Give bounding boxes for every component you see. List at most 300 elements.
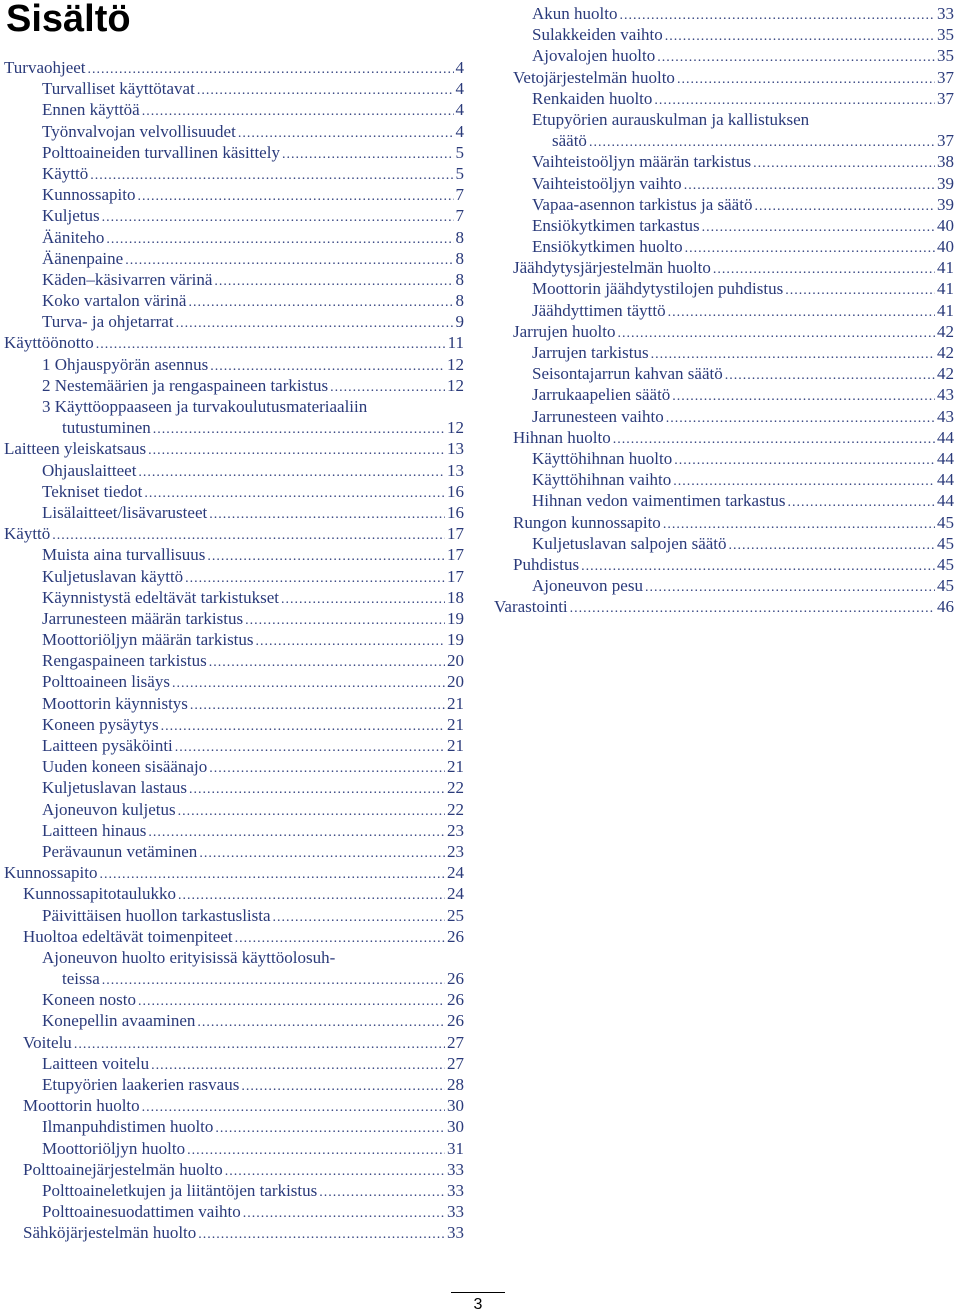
toc-dot-leader xyxy=(175,737,445,758)
toc-entry-page: 17 xyxy=(447,566,464,586)
toc-entry-title: Koko vartalon värinä xyxy=(42,291,187,311)
toc-entry-title: Moottorin jäähdytystilojen puhdistus xyxy=(532,279,784,299)
toc-entry-title: Käden–käsivarren värinä xyxy=(42,269,213,289)
toc-dot-leader xyxy=(713,259,935,280)
toc-entry-page: 44 xyxy=(937,491,954,511)
toc-entry-title: Polttoaineen lisäys xyxy=(42,672,170,692)
toc-entry[interactable] xyxy=(4,1201,464,1222)
toc-entry[interactable] xyxy=(4,756,464,777)
toc-dot-leader xyxy=(106,229,453,250)
toc-dot-leader xyxy=(753,153,935,174)
toc-entry-title: Moottorin huolto xyxy=(23,1096,140,1116)
toc-entry[interactable] xyxy=(494,384,954,405)
toc-right-column xyxy=(494,3,954,617)
toc-entry-page: 43 xyxy=(937,406,954,426)
toc-entry-page: 45 xyxy=(937,533,954,553)
toc-entry[interactable] xyxy=(4,650,464,671)
toc-entry[interactable] xyxy=(494,24,954,45)
toc-entry-page: 33 xyxy=(447,1180,464,1200)
toc-dot-leader xyxy=(673,471,935,492)
toc-entry-page: 45 xyxy=(937,576,954,596)
toc-dot-leader xyxy=(319,1182,445,1203)
toc-entry-page: 12 xyxy=(447,375,464,395)
toc-entry-title: Ajovalojen huolto xyxy=(532,46,656,66)
toc-entry-title: Ilmanpuhdistimen huolto xyxy=(42,1117,214,1137)
toc-entry[interactable] xyxy=(494,554,954,575)
toc-dot-leader xyxy=(273,907,445,928)
toc-dot-leader xyxy=(785,280,935,301)
toc-entry-page: 4 xyxy=(455,100,464,120)
toc-dot-leader xyxy=(88,59,454,80)
toc-dot-leader xyxy=(199,843,445,864)
toc-dot-leader xyxy=(151,1055,445,1076)
toc-entry-title: Turvalliset käyttötavat xyxy=(42,79,195,99)
toc-dot-leader xyxy=(142,1097,445,1118)
toc-entry-page: 12 xyxy=(447,418,464,438)
toc-dot-leader xyxy=(142,101,454,122)
toc-entry[interactable] xyxy=(4,820,464,841)
toc-entry[interactable] xyxy=(4,1053,464,1074)
toc-entry-page: 35 xyxy=(937,46,954,66)
toc-entry[interactable] xyxy=(4,947,464,968)
toc-entry[interactable] xyxy=(4,523,464,544)
toc-entry[interactable] xyxy=(4,883,464,904)
toc-dot-leader xyxy=(172,673,445,694)
toc-entry[interactable] xyxy=(494,512,954,533)
toc-entry[interactable] xyxy=(494,109,954,130)
toc-entry-page: 37 xyxy=(937,67,954,87)
toc-entry-page: 8 xyxy=(455,291,464,311)
toc-entry-page: 39 xyxy=(937,173,954,193)
toc-entry[interactable] xyxy=(494,406,954,427)
toc-entry[interactable] xyxy=(4,438,464,459)
toc-entry-page: 21 xyxy=(447,714,464,734)
toc-entry-page: 17 xyxy=(447,524,464,544)
toc-entry[interactable] xyxy=(4,926,464,947)
toc-entry[interactable] xyxy=(4,481,464,502)
toc-dot-leader xyxy=(52,525,445,546)
toc-entry[interactable] xyxy=(4,163,464,184)
toc-dot-leader xyxy=(619,5,935,26)
toc-entry-title: Hihnan vedon vaimentimen tarkastus xyxy=(532,491,786,511)
toc-entry[interactable] xyxy=(4,735,464,756)
toc-entry-page: 13 xyxy=(447,460,464,480)
toc-dot-leader xyxy=(90,165,453,186)
toc-entry-title: Polttoaineletkujen ja liitäntöjen tarkistus xyxy=(42,1180,318,1200)
toc-entry[interactable] xyxy=(4,269,464,290)
toc-entry[interactable] xyxy=(4,99,464,120)
toc-entry-title: Jarrunesteen määrän tarkistus xyxy=(42,608,244,628)
toc-entry[interactable] xyxy=(4,290,464,311)
toc-entry-page: 37 xyxy=(937,88,954,108)
toc-entry[interactable] xyxy=(494,448,954,469)
toc-entry-title: Jarrunesteen vaihto xyxy=(532,406,664,426)
toc-entry-page: 20 xyxy=(447,672,464,692)
toc-entry[interactable] xyxy=(494,88,954,109)
toc-dot-leader xyxy=(197,80,454,101)
toc-entry[interactable] xyxy=(4,332,464,353)
toc-dot-leader xyxy=(138,991,445,1012)
toc-dot-leader xyxy=(702,217,935,238)
toc-entry[interactable] xyxy=(4,841,464,862)
toc-entry-title: Jarrujen tarkistus xyxy=(532,343,649,362)
toc-dot-leader xyxy=(198,1224,445,1245)
toc-entry-page: 8 xyxy=(455,227,464,247)
toc-dot-leader xyxy=(666,408,935,429)
toc-entry[interactable] xyxy=(4,248,464,269)
toc-entry-page: 35 xyxy=(937,25,954,45)
toc-entry[interactable] xyxy=(494,257,954,278)
toc-entry-page: 8 xyxy=(455,248,464,268)
toc-dot-leader xyxy=(677,69,935,90)
toc-entry-title: Huoltoa edeltävät toimenpiteet xyxy=(23,926,233,946)
toc-entry-title: Kuljetus xyxy=(42,206,100,226)
toc-dot-leader xyxy=(207,546,445,567)
toc-entry[interactable] xyxy=(494,194,954,215)
toc-dot-leader xyxy=(645,577,935,598)
toc-entry-page: 19 xyxy=(447,630,464,650)
toc-dot-leader xyxy=(672,386,935,407)
toc-entry-title: Polttoainejärjestelmän huolto xyxy=(23,1159,223,1179)
toc-entry-title: Puhdistus xyxy=(513,554,580,574)
toc-entry[interactable] xyxy=(4,989,464,1010)
toc-entry-title: 2 Nestemäärien ja rengaspaineen tarkistus xyxy=(42,375,329,395)
toc-entry-page: 41 xyxy=(937,300,954,320)
toc-dot-leader xyxy=(185,568,445,589)
toc-dot-leader xyxy=(613,429,935,450)
toc-entry-page: 21 xyxy=(447,757,464,777)
toc-dot-leader xyxy=(209,652,445,673)
toc-entry-title: Akun huolto xyxy=(532,4,618,23)
toc-entry[interactable] xyxy=(4,1116,464,1137)
toc-entry-title: Rengaspaineen tarkistus xyxy=(42,651,207,671)
toc-entry-title: Turvaohjeet xyxy=(4,58,86,77)
toc-entry-title: Päivittäisen huollon tarkastuslista xyxy=(42,905,271,925)
toc-dot-leader xyxy=(210,356,445,377)
toc-entry-page: 43 xyxy=(937,385,954,405)
toc-dot-leader xyxy=(663,514,935,535)
toc-entry-page: 28 xyxy=(447,1075,464,1094)
toc-entry[interactable] xyxy=(494,173,954,194)
toc-dot-leader xyxy=(190,695,445,716)
toc-entry-page: 41 xyxy=(937,279,954,299)
toc-entry[interactable] xyxy=(4,544,464,565)
toc-entry-page: 45 xyxy=(937,512,954,532)
toc-entry-page: 4 xyxy=(455,58,464,77)
toc-entry-title: Uuden koneen sisäänajo xyxy=(42,757,208,777)
toc-entry-title: Moottoriöljyn määrän tarkistus xyxy=(42,630,254,650)
toc-entry[interactable] xyxy=(494,130,954,151)
toc-dot-leader xyxy=(238,123,454,144)
toc-entry-title: Konepellin avaaminen xyxy=(42,1011,196,1031)
toc-entry[interactable] xyxy=(4,205,464,226)
toc-dot-leader xyxy=(241,1076,445,1097)
toc-entry-title: Ajoneuvon pesu xyxy=(532,576,643,596)
toc-dot-leader xyxy=(235,928,445,949)
toc-entry[interactable] xyxy=(4,417,464,438)
toc-entry[interactable] xyxy=(4,142,464,163)
toc-entry-page: 33 xyxy=(937,4,954,23)
toc-dot-leader xyxy=(176,313,454,334)
toc-entry[interactable] xyxy=(4,57,464,78)
toc-entry[interactable] xyxy=(494,363,954,384)
toc-entry-page: 41 xyxy=(937,258,954,278)
toc-entry-title: Kunnossapitotaulukko xyxy=(23,884,176,904)
toc-dot-leader xyxy=(281,589,445,610)
toc-dot-leader xyxy=(668,302,935,323)
toc-entry[interactable] xyxy=(494,596,954,617)
toc-entry-page: 21 xyxy=(447,693,464,713)
toc-dot-leader xyxy=(74,1034,445,1055)
toc-entry-page: 11 xyxy=(447,333,464,353)
toc-entry-page: 45 xyxy=(937,554,954,574)
toc-dot-leader xyxy=(197,1012,445,1033)
toc-dot-leader xyxy=(125,250,453,271)
toc-entry-title: Polttoainesuodattimen vaihto xyxy=(42,1202,241,1222)
toc-entry-page: 18 xyxy=(447,587,464,607)
toc-entry[interactable] xyxy=(4,862,464,883)
toc-entry-page: 16 xyxy=(447,502,464,522)
toc-dot-leader xyxy=(148,440,445,461)
page-number: 3 xyxy=(473,1296,483,1313)
toc-dot-leader xyxy=(657,47,935,68)
toc-dot-leader xyxy=(282,144,454,165)
toc-entry-page: 16 xyxy=(447,481,464,501)
toc-dot-leader xyxy=(654,90,935,111)
toc-entry-page: 21 xyxy=(447,736,464,755)
toc-entry-title: Turva- ja ohjetarrat xyxy=(42,312,174,332)
toc-entry-page: 42 xyxy=(937,321,954,341)
toc-entry-title: Käyttöönotto xyxy=(4,333,94,353)
toc-dot-leader xyxy=(256,631,445,652)
toc-dot-leader xyxy=(725,365,935,386)
toc-entry[interactable] xyxy=(4,78,464,99)
toc-entry[interactable] xyxy=(494,236,954,257)
toc-entry[interactable] xyxy=(4,671,464,692)
toc-entry[interactable] xyxy=(4,1159,464,1180)
toc-entry-title: Varastointi xyxy=(494,597,568,617)
toc-entry-title: Vetojärjestelmän huolto xyxy=(513,67,675,87)
toc-entry-title: Laitteen voitelu xyxy=(42,1053,150,1073)
toc-entry-title: Laitteen pysäköinti xyxy=(42,736,173,755)
toc-entry-page: 42 xyxy=(937,343,954,362)
toc-entry-title: Koneen pysäytys xyxy=(42,714,159,734)
toc-entry-title: Kuljetuslavan salpojen säätö xyxy=(532,533,727,553)
toc-entry[interactable] xyxy=(494,300,954,321)
toc-entry-page: 39 xyxy=(937,194,954,214)
toc-entry-title: 3 Käyttöoppaaseen ja turvakoulutusmateriaaliin xyxy=(42,397,368,416)
toc-entry[interactable] xyxy=(4,566,464,587)
toc-dot-leader xyxy=(729,535,935,556)
toc-entry[interactable] xyxy=(4,227,464,248)
toc-entry-title: Moottoriöljyn huolto xyxy=(42,1138,186,1158)
toc-entry-title: Ensiökytkimen tarkastus xyxy=(532,215,700,235)
toc-entry[interactable] xyxy=(4,1010,464,1031)
toc-entry[interactable] xyxy=(4,629,464,650)
toc-dot-leader xyxy=(102,970,445,991)
toc-entry-title: Vapaa-asennon tarkistus ja säätö xyxy=(532,194,753,214)
toc-entry-title: Ajoneuvon kuljetus xyxy=(42,799,176,819)
toc-entry-page: 13 xyxy=(447,439,464,459)
toc-dot-leader xyxy=(754,196,935,217)
toc-entry[interactable] xyxy=(4,311,464,332)
toc-entry-page: 26 xyxy=(447,969,464,989)
toc-entry-page: 30 xyxy=(447,1117,464,1137)
toc-entry[interactable] xyxy=(4,121,464,142)
toc-entry[interactable] xyxy=(4,1095,464,1116)
toc-entry[interactable] xyxy=(4,693,464,714)
toc-entry[interactable] xyxy=(4,608,464,629)
toc-entry[interactable] xyxy=(4,1222,464,1243)
toc-entry[interactable] xyxy=(494,469,954,490)
toc-dot-leader xyxy=(617,323,935,344)
toc-entry[interactable] xyxy=(494,321,954,342)
toc-entry-page: 23 xyxy=(447,841,464,861)
toc-dot-leader xyxy=(209,504,445,525)
toc-dot-leader xyxy=(243,1203,445,1224)
toc-entry[interactable] xyxy=(4,587,464,608)
toc-entry-page: 33 xyxy=(447,1159,464,1179)
toc-entry[interactable] xyxy=(494,3,954,24)
toc-entry[interactable] xyxy=(4,1074,464,1095)
toc-entry[interactable] xyxy=(4,1032,464,1053)
toc-entry-title: teissa xyxy=(62,969,100,989)
toc-entry[interactable] xyxy=(4,460,464,481)
toc-entry[interactable] xyxy=(4,375,464,396)
toc-entry-page: 40 xyxy=(937,237,954,257)
toc-dot-leader xyxy=(144,483,445,504)
toc-entry-title: Ohjauslaitteet xyxy=(42,460,137,480)
toc-entry-page: 38 xyxy=(937,152,954,172)
toc-entry-page: 33 xyxy=(447,1202,464,1222)
toc-entry-title: Jarrujen huolto xyxy=(513,321,616,341)
toc-entry-title: Kuljetuslavan käyttö xyxy=(42,566,184,586)
toc-entry-title: Tekniset tiedot xyxy=(42,481,143,501)
toc-entry-page: 26 xyxy=(447,926,464,946)
toc-entry-page: 33 xyxy=(447,1223,464,1243)
toc-entry-title: Jarrukaapelien säätö xyxy=(532,385,671,405)
toc-entry-title: Koneen nosto xyxy=(42,990,136,1010)
toc-entry-title: Jäähdytysjärjestelmän huolto xyxy=(513,258,711,278)
toc-entry[interactable] xyxy=(494,490,954,511)
toc-dot-leader xyxy=(148,822,445,843)
toc-dot-leader xyxy=(209,758,445,779)
toc-entry[interactable] xyxy=(494,45,954,66)
toc-entry[interactable] xyxy=(4,1138,464,1159)
toc-entry-title: Muista aina turvallisuus xyxy=(42,545,206,565)
toc-entry-title: tutustuminen xyxy=(62,418,151,438)
toc-entry-page: 40 xyxy=(937,215,954,235)
toc-entry-title: Moottorin käynnistys xyxy=(42,693,188,713)
toc-dot-leader xyxy=(589,132,935,153)
toc-dot-leader xyxy=(161,716,445,737)
toc-entry-page: 19 xyxy=(447,608,464,628)
toc-dot-leader xyxy=(188,292,453,313)
toc-entry-title: Polttoaineiden turvallinen käsittely xyxy=(42,142,280,162)
toc-entry-page: 8 xyxy=(455,269,464,289)
page-title: Sisältö xyxy=(6,0,131,40)
toc-entry-title: Työnvalvojan velvollisuudet xyxy=(42,121,236,141)
toc-entry[interactable] xyxy=(494,278,954,299)
toc-entry-title: Ennen käyttöä xyxy=(42,100,140,120)
toc-entry-title: Käynnistystä edeltävät tarkistukset xyxy=(42,587,279,607)
toc-entry-page: 7 xyxy=(455,185,464,205)
toc-entry[interactable] xyxy=(4,799,464,820)
toc-entry[interactable] xyxy=(4,1180,464,1201)
toc-entry-title: Ajoneuvon huolto erityisissä käyttöolosuh- xyxy=(42,947,336,967)
toc-dot-leader xyxy=(153,419,445,440)
toc-entry-title: Seisontajarrun kahvan säätö xyxy=(532,364,723,384)
toc-dot-leader xyxy=(178,885,445,906)
toc-dot-leader xyxy=(665,26,935,47)
toc-entry-page: 27 xyxy=(447,1053,464,1073)
toc-entry[interactable] xyxy=(4,905,464,926)
toc-entry-page: 31 xyxy=(447,1138,464,1158)
toc-entry[interactable] xyxy=(494,575,954,596)
toc-entry-title: Kunnossapito xyxy=(4,863,98,883)
toc-entry-page: 24 xyxy=(447,884,464,904)
toc-dot-leader xyxy=(138,186,454,207)
toc-entry-title: Vaihteistoöljyn vaihto xyxy=(532,173,682,193)
toc-entry-page: 26 xyxy=(447,990,464,1010)
toc-entry-title: Sähköjärjestelmän huolto xyxy=(23,1223,197,1243)
toc-entry[interactable] xyxy=(4,968,464,989)
toc-dot-leader xyxy=(215,1118,445,1139)
toc-dot-leader xyxy=(330,377,445,398)
toc-entry[interactable] xyxy=(4,714,464,735)
toc-entry[interactable] xyxy=(4,354,464,375)
toc-entry-page: 5 xyxy=(455,163,464,183)
toc-entry-page: 27 xyxy=(447,1032,464,1052)
toc-entry-page: 4 xyxy=(455,121,464,141)
toc-entry-title: Etupyörien laakerien rasvaus xyxy=(42,1075,240,1094)
toc-entry-page: 44 xyxy=(937,470,954,490)
toc-entry-title: Käyttö xyxy=(42,163,89,183)
toc-entry-title: Käyttöhihnan huolto xyxy=(532,448,673,468)
toc-entry[interactable] xyxy=(494,533,954,554)
toc-dot-leader xyxy=(651,344,935,365)
toc-dot-leader xyxy=(96,334,446,355)
toc-entry-page: 12 xyxy=(447,354,464,374)
toc-entry[interactable] xyxy=(4,396,464,417)
toc-entry[interactable] xyxy=(494,342,954,363)
toc-entry-title: 1 Ohjauspyörän asennus xyxy=(42,354,209,374)
toc-entry-page: 20 xyxy=(447,651,464,671)
toc-left-column xyxy=(4,57,464,1244)
toc-entry-page: 4 xyxy=(455,79,464,99)
toc-entry[interactable] xyxy=(494,151,954,172)
toc-entry[interactable] xyxy=(4,777,464,798)
toc-entry-title: Kunnossapito xyxy=(42,185,136,205)
toc-entry-title: Etupyörien aurauskulman ja kallistuksen xyxy=(532,109,810,129)
toc-entry[interactable] xyxy=(494,427,954,448)
toc-entry-title: Hihnan huolto xyxy=(513,427,611,447)
toc-dot-leader xyxy=(570,598,935,619)
toc-entry-title: Kuljetuslavan lastaus xyxy=(42,778,187,798)
toc-entry-page: 46 xyxy=(937,597,954,617)
toc-entry-page: 22 xyxy=(447,799,464,819)
toc-entry-title: Käyttö xyxy=(4,524,51,544)
toc-dot-leader xyxy=(685,238,935,259)
toc-entry-title: Lisälaitteet/lisävarusteet xyxy=(42,502,208,522)
toc-entry[interactable] xyxy=(4,184,464,205)
toc-dot-leader xyxy=(245,610,445,631)
toc-entry-title: Perävaunun vetäminen xyxy=(42,841,198,861)
toc-entry[interactable] xyxy=(4,502,464,523)
toc-entry-title: Voitelu xyxy=(23,1032,72,1052)
toc-entry[interactable] xyxy=(494,215,954,236)
toc-entry[interactable] xyxy=(494,67,954,88)
